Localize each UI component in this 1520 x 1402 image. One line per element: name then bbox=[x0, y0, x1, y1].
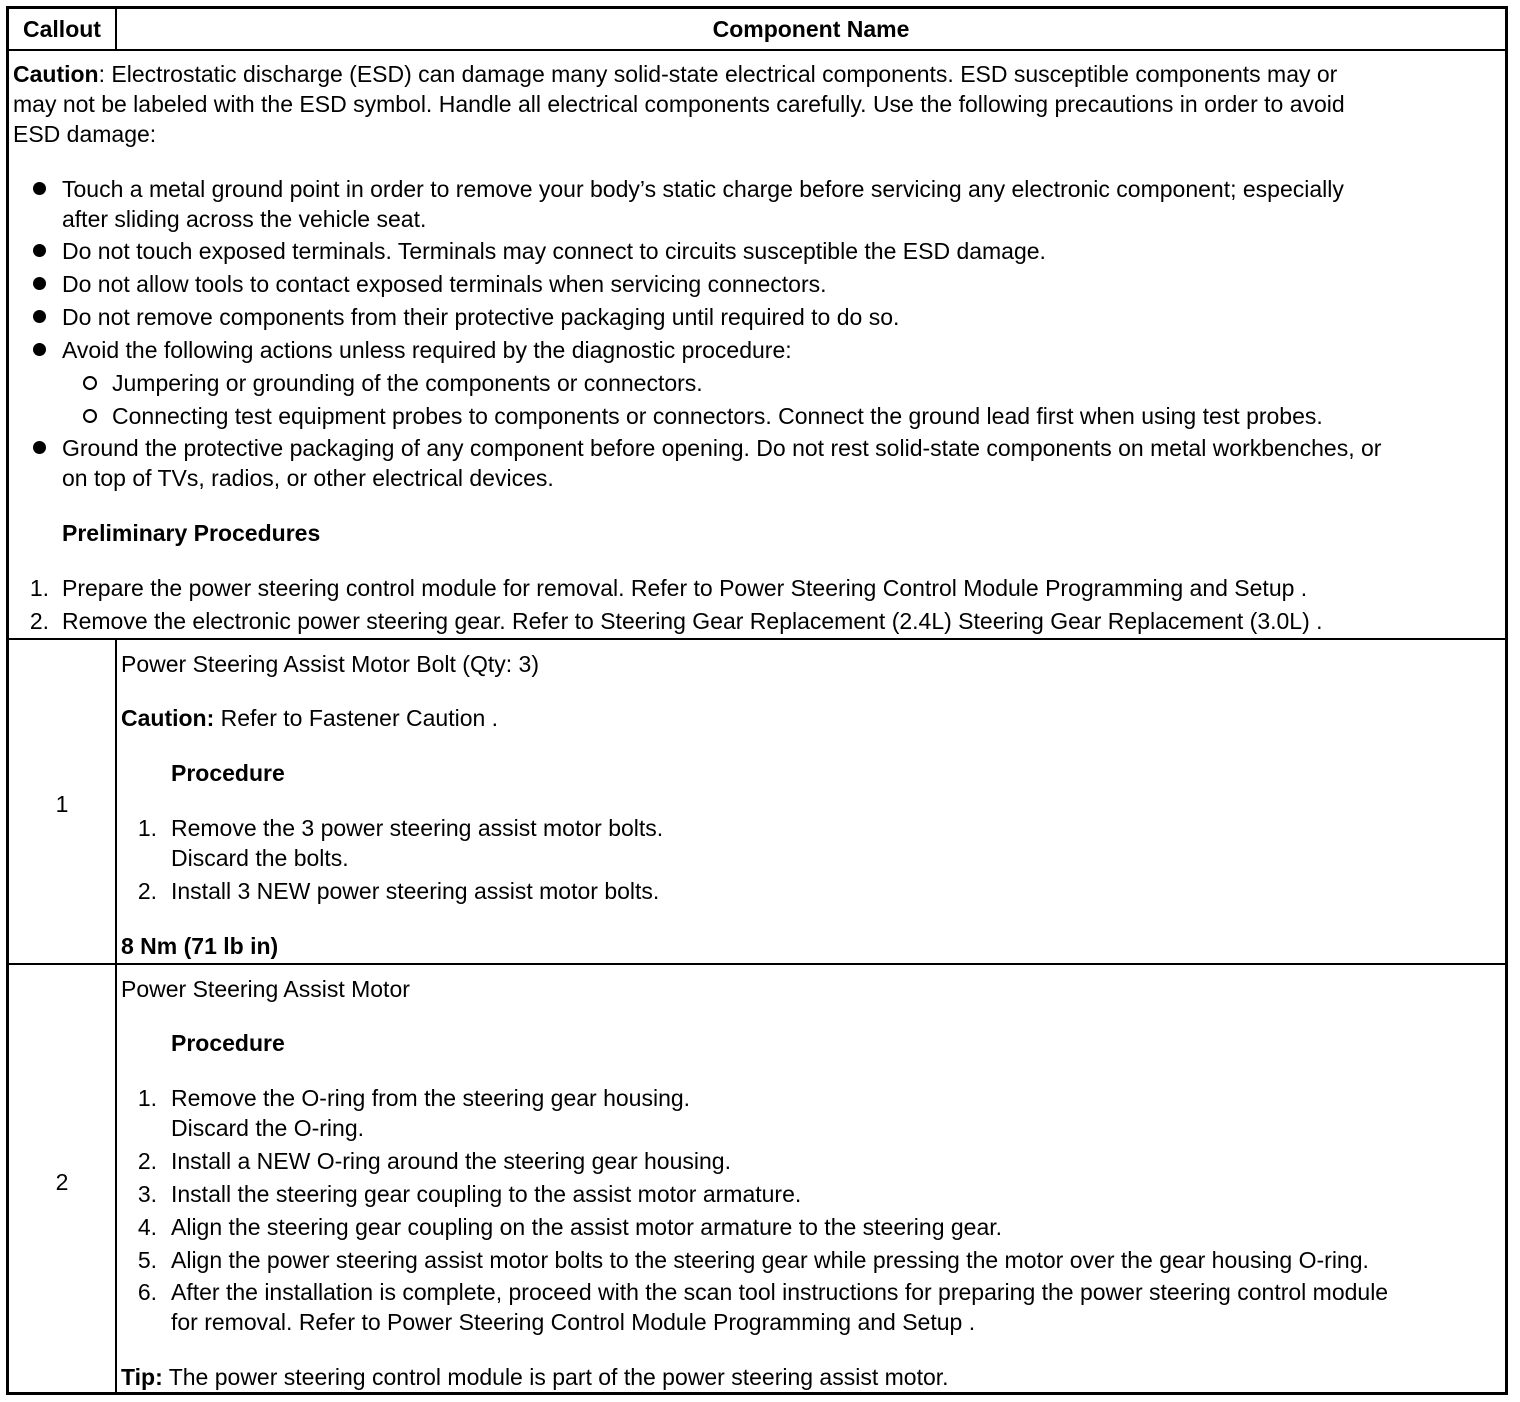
step-number: 1. bbox=[137, 815, 157, 841]
sub-bullet-icon bbox=[83, 409, 97, 423]
procedure-step: for removal. Refer to Power Steering Control Module Programming and Setup . bbox=[171, 1309, 976, 1335]
procedure-step: Discard the bolts. bbox=[171, 845, 349, 871]
step-number: 6. bbox=[137, 1279, 157, 1305]
caution-intro-line: may not be labeled with the ESD symbol. Handle all electrical components carefully. Use the following precautions in order to avoid bbox=[13, 91, 1345, 117]
procedure-title: Procedure bbox=[171, 1030, 285, 1056]
callout-number: 2 bbox=[55, 1169, 69, 1195]
bullet-icon bbox=[33, 182, 46, 195]
step-number: 2. bbox=[137, 878, 157, 904]
procedure-step: After the installation is complete, proceed with the scan tool instructions for preparing the power steering control module bbox=[171, 1279, 1389, 1305]
procedure-step: Install the steering gear coupling to the assist motor armature. bbox=[171, 1181, 802, 1207]
header-component-name: Component Name bbox=[712, 16, 910, 42]
step-number: 5. bbox=[137, 1247, 157, 1273]
procedure-step: Install a NEW O-ring around the steering gear housing. bbox=[171, 1148, 731, 1174]
bullet-text: Do not remove components from their protective packaging until required to do so. bbox=[62, 304, 900, 330]
caution-intro-line: Caution: Electrostatic discharge (ESD) can damage many solid-state electrical components. ESD susceptible components may or bbox=[13, 61, 1338, 87]
bullet-icon bbox=[33, 441, 46, 454]
bullet-icon bbox=[33, 244, 46, 257]
caution-label: Caution bbox=[13, 61, 99, 87]
step-number: 1. bbox=[29, 575, 49, 601]
bullet-icon bbox=[33, 343, 46, 356]
row-rule bbox=[9, 638, 1505, 640]
procedure-step: Install 3 NEW power steering assist motor bolts. bbox=[171, 878, 660, 904]
bullet-icon bbox=[33, 310, 46, 323]
step-number: 3. bbox=[137, 1181, 157, 1207]
procedure-title: Procedure bbox=[171, 760, 285, 786]
component-name: Power Steering Assist Motor Bolt (Qty: 3) bbox=[121, 651, 539, 677]
bullet-icon bbox=[33, 277, 46, 290]
preliminary-title: Preliminary Procedures bbox=[62, 520, 321, 546]
component-name: Power Steering Assist Motor bbox=[121, 976, 410, 1002]
step-number: 4. bbox=[137, 1214, 157, 1240]
header-callout: Callout bbox=[23, 16, 101, 42]
procedure-step: Remove the O-ring from the steering gear housing. bbox=[171, 1085, 691, 1111]
bullet-text: on top of TVs, radios, or other electrical devices. bbox=[62, 465, 554, 491]
sub-bullet-text: Connecting test equipment probes to components or connectors. Connect the ground lead first when using test probes. bbox=[112, 403, 1323, 429]
step-number: 2. bbox=[137, 1148, 157, 1174]
tip-note: Tip: The power steering control module is part of the power steering assist motor. bbox=[121, 1364, 949, 1390]
procedure-step: Align the power steering assist motor bolts to the steering gear while pressing the motor over the gear housing O-ring. bbox=[171, 1247, 1369, 1273]
sub-bullet-text: Jumpering or grounding of the components or connectors. bbox=[112, 370, 703, 396]
service-procedure-table bbox=[6, 6, 1508, 1395]
header-divider bbox=[115, 9, 117, 49]
procedure-step: Remove the 3 power steering assist motor bolts. bbox=[171, 815, 664, 841]
bullet-text: Do not touch exposed terminals. Terminals may connect to circuits susceptible the ESD damage. bbox=[62, 238, 1046, 264]
procedure-step: Align the steering gear coupling on the assist motor armature to the steering gear. bbox=[171, 1214, 1003, 1240]
preliminary-step: Prepare the power steering control module for removal. Refer to Power Steering Control Module Programming and Setup . bbox=[62, 575, 1308, 601]
step-number: 1. bbox=[137, 1085, 157, 1111]
step-number: 2. bbox=[29, 608, 49, 634]
column-divider bbox=[115, 963, 117, 1393]
torque-spec: 8 Nm (71 lb in) bbox=[121, 933, 279, 959]
bullet-text: Touch a metal ground point in order to remove your body’s static charge before servicing any electronic component; especially bbox=[62, 176, 1344, 202]
header-rule bbox=[9, 49, 1505, 51]
preliminary-step: Remove the electronic power steering gear. Refer to Steering Gear Replacement (2.4L) Steering Gear Replacement (3.0L) . bbox=[62, 608, 1323, 634]
sub-bullet-icon bbox=[83, 376, 97, 390]
procedure-step: Discard the O-ring. bbox=[171, 1115, 365, 1141]
bullet-text: after sliding across the vehicle seat. bbox=[62, 206, 427, 232]
bullet-text: Ground the protective packaging of any component before opening. Do not rest solid-state components on metal workbenches, or bbox=[62, 435, 1382, 461]
callout-number: 1 bbox=[55, 791, 69, 817]
row-rule bbox=[9, 963, 1505, 965]
bullet-text: Do not allow tools to contact exposed terminals when servicing connectors. bbox=[62, 271, 827, 297]
caution-intro-line: ESD damage: bbox=[13, 121, 157, 147]
column-divider bbox=[115, 638, 117, 963]
bullet-text: Avoid the following actions unless required by the diagnostic procedure: bbox=[62, 337, 792, 363]
caution-note: Caution: Refer to Fastener Caution . bbox=[121, 705, 499, 731]
